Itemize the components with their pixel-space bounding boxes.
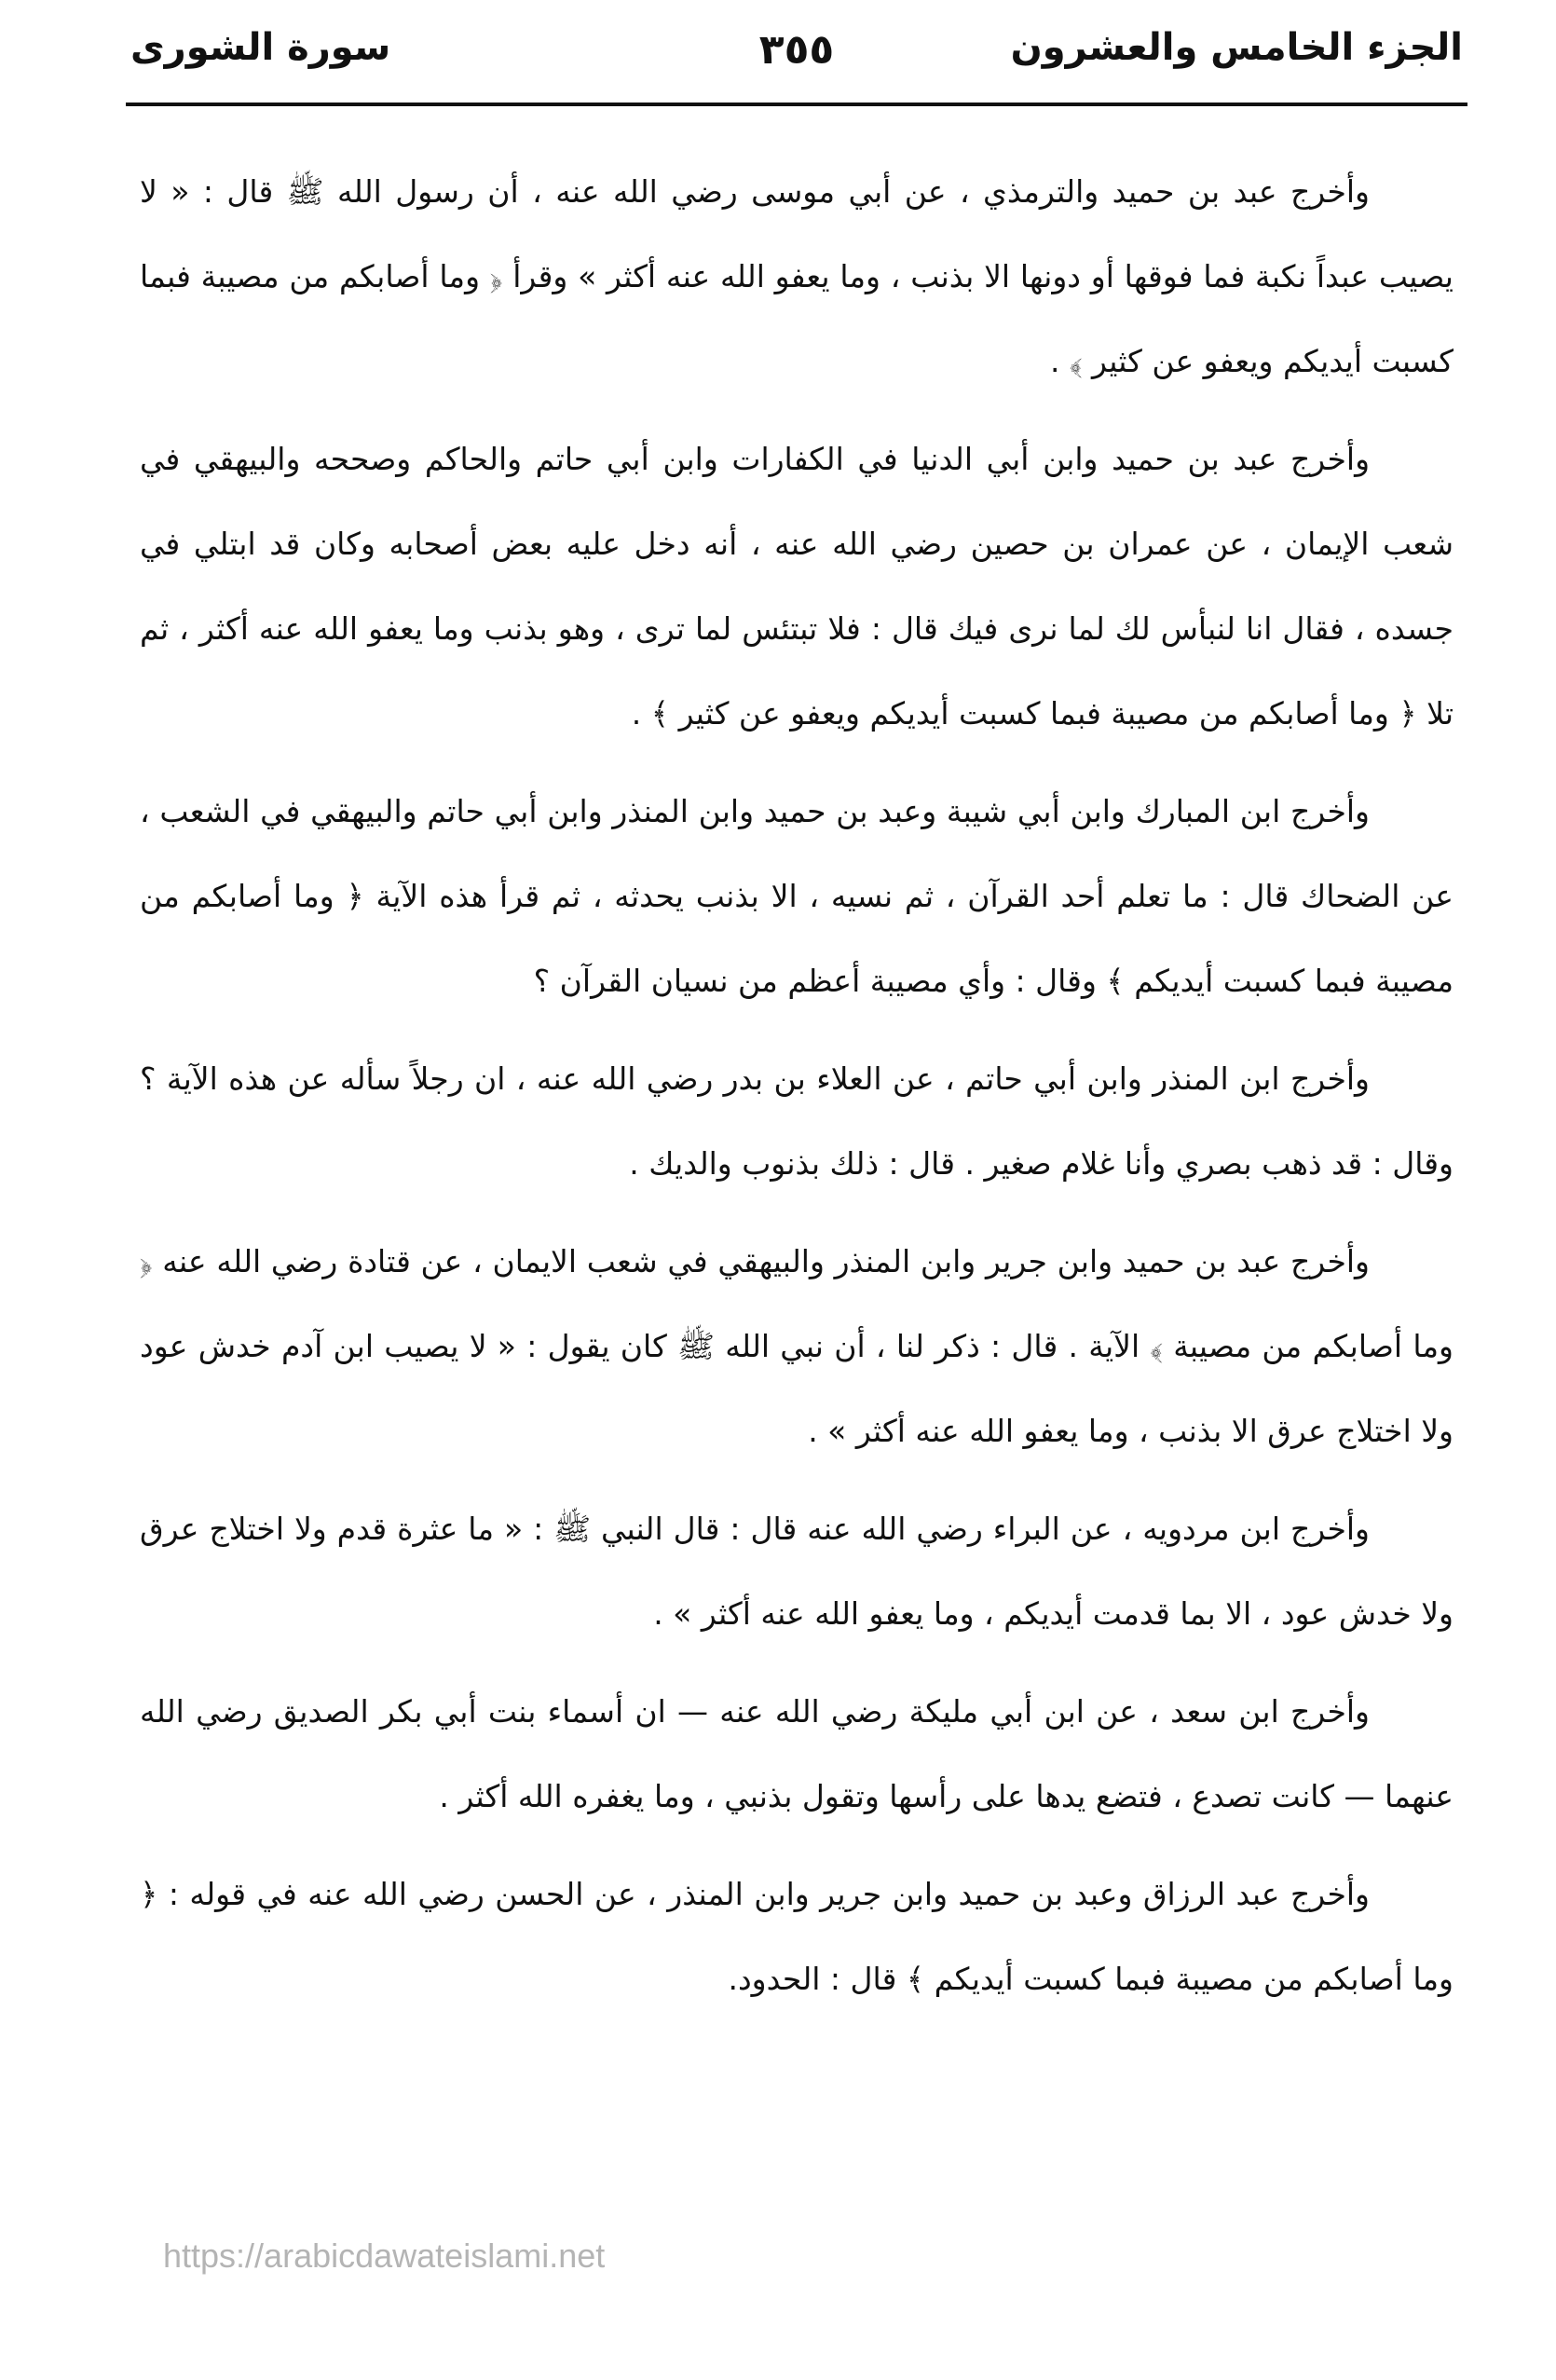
header-rule (126, 103, 1467, 106)
paragraph-3: وأخرج ابن المبارك وابن أبي شيبة وعبد بن حميد وابن المنذر وابن أبي حاتم والبيهقي في الشعب ، عن الضحاك قال : ما تعلم أحد القرآن ، ثم نسيه ، الا بذنب يحدثه ، ثم قرأ هذه الآية ﴿ وما أصابكم من مصيبة فبما كسبت أيديكم ﴾ وقال : وأي مصيبة أعظم من نسيان القرآن ؟ (140, 793, 1454, 999)
page-number: ٣٥٥ (758, 26, 835, 74)
surah-title: سورة الشورى (130, 26, 391, 69)
paragraph-5: وأخرج عبد بن حميد وابن جرير وابن المنذر والبيهقي في شعب الايمان ، عن قتادة رضي الله عنه ﴿ وما أصابكم من مصيبة ﴾ الآية . قال : ذكر لنا ، أن نبي الله ﷺ كان يقول : « لا يصيب ابن آدم خدش عود ولا اختلاج عرق الا بذنب ، وما يعفو الله عنه أكثر » . (140, 1243, 1454, 1449)
paragraph-6: وأخرج ابن مردويه ، عن البراء رضي الله عنه قال : قال النبي ﷺ : « ما عثرة قدم ولا اختلاج عرق ولا خدش عود ، الا بما قدمت أيديكم ، وما يعفو الله عنه أكثر » . (140, 1511, 1454, 1632)
watermark-url: https://arabicdawateislami.net (163, 2236, 606, 2275)
paragraph-2: وأخرج عبد بن حميد وابن أبي الدنيا في الكفارات وابن أبي حاتم والحاكم وصححه والبيهقي في شعب الإيمان ، عن عمران بن حصين رضي الله عنه ، أنه دخل عليه بعض أصحابه وكان قد ابتلي في جسده ، فقال انا لنبأس لك لما نرى فيك قال : فلا تبتئس لما ترى ، وهو بذنب وما يعفو الله عنه أكثر ، ثم تلا ﴿ وما أصابكم من مصيبة فبما كسبت أيديكم ويعفو عن كثير ﴾ . (140, 441, 1454, 732)
paragraph-1: وأخرج عبد بن حميد والترمذي ، عن أبي موسى رضي الله عنه ، أن رسول الله ﷺ قال : « لا يصيب عبداً نكبة فما فوقها أو دونها الا بذنب ، وما يعفو الله عنه أكثر » وقرأ ﴿ وما أصابكم من مصيبة فبما كسبت أيديكم ويعفو عن كثير ﴾ . (140, 173, 1454, 379)
paragraph-8: وأخرج عبد الرزاق وعبد بن حميد وابن جرير وابن المنذر ، عن الحسن رضي الله عنه في قوله : ﴿ وما أصابكم من مصيبة فبما كسبت أيديكم ﴾ قال : الحدود. (140, 1876, 1454, 1997)
paragraph-7: وأخرج ابن سعد ، عن ابن أبي مليكة رضي الله عنه — ان أسماء بنت أبي بكر الصديق رضي الله عنهما — كانت تصدع ، فتضع يدها على رأسها وتقول بذنبي ، وما يغفره الله أكثر . (140, 1693, 1454, 1814)
paragraph-4: وأخرج ابن المنذر وابن أبي حاتم ، عن العلاء بن بدر رضي الله عنه ، ان رجلاً سأله عن هذه الآية ؟ وقال : قد ذهب بصري وأنا غلام صغير . قال : ذلك بذنوب والديك . (140, 1060, 1454, 1182)
juz-title: الجزء الخامس والعشرون (1010, 26, 1463, 69)
page-body (140, 149, 1454, 2034)
page-header (130, 19, 1463, 93)
